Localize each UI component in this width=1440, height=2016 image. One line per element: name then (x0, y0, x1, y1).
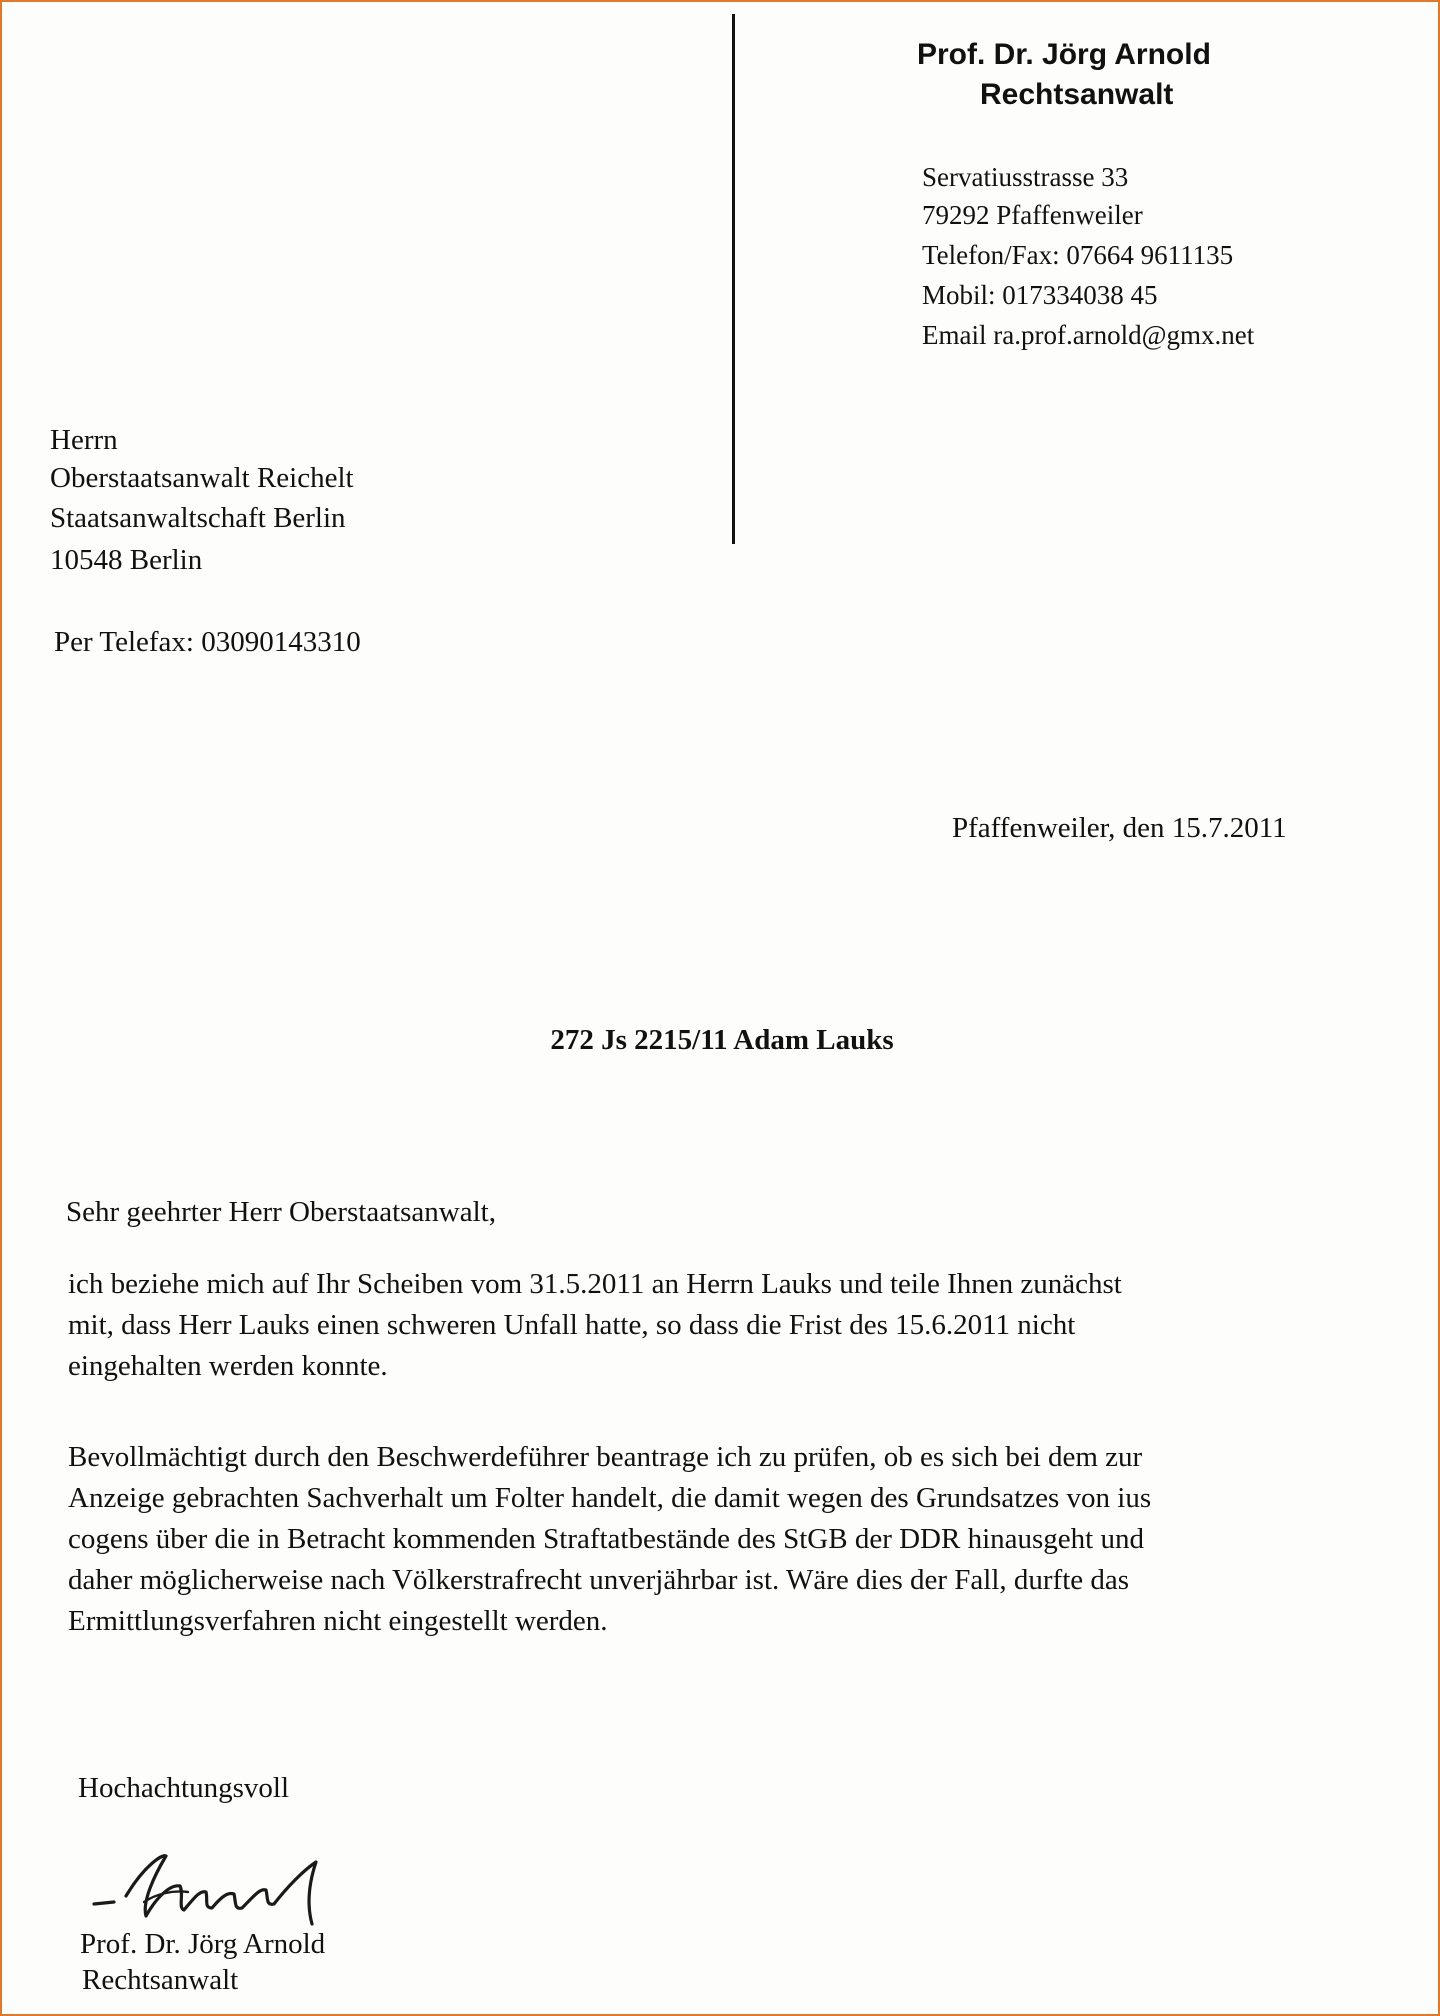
body-paragraph (68, 1437, 1408, 1642)
sender-phone-fax: Telefon/Fax: 07664 9611135 (922, 240, 1234, 270)
subject-line: 272 Js 2215/11 Adam Lauks (550, 1024, 894, 1056)
paragraph-line: Anzeige gebrachten Sachverhalt um Folter handelt, die damit wegen des Grundsatzes von ius (68, 1482, 1152, 1514)
paragraph-line: ich beziehe mich auf Ihr Scheiben vom 31.5.2011 an Herrn Lauks und teile Ihnen zunächst (68, 1268, 1122, 1300)
vertical-divider (732, 14, 735, 544)
recipient-salutation-line: Herrn (50, 424, 118, 456)
paragraph-line: Ermittlungsverfahren nicht eingestellt werden. (68, 1605, 608, 1637)
body-paragraph (68, 1264, 1408, 1387)
closing: Hochachtungsvoll (78, 1772, 290, 1804)
letterhead-title: Rechtsanwalt (980, 78, 1174, 111)
letterhead-name: Prof. Dr. Jörg Arnold (917, 38, 1211, 71)
signer-name: Prof. Dr. Jörg Arnold (80, 1928, 326, 1960)
signer-title: Rechtsanwalt (82, 1964, 239, 1996)
sender-email: Email ra.prof.arnold@gmx.net (922, 320, 1255, 350)
sender-city: 79292 Pfaffenweiler (922, 200, 1143, 230)
paragraph-line: cogens über die in Betracht kommenden Straftatbestände des StGB der DDR hinausgeht und (68, 1523, 1144, 1555)
recipient-name: Oberstaatsanwalt Reichelt (50, 462, 354, 494)
paragraph-line: eingehalten werden konnte. (68, 1350, 388, 1382)
recipient-city: 10548 Berlin (50, 544, 203, 576)
recipient-fax: Per Telefax: 03090143310 (54, 626, 361, 658)
paragraph-line: mit, dass Herr Lauks einen schweren Unfall hatte, so dass die Frist des 15.6.2011 nicht (68, 1309, 1076, 1341)
sender-street: Servatiusstrasse 33 (922, 162, 1129, 192)
paragraph-line: daher möglicherweise nach Völkerstrafrecht unverjährbar ist. Wäre dies der Fall, durfte das (68, 1564, 1130, 1596)
paragraph-line: Bevollmächtigt durch den Beschwerdeführer beantrage ich zu prüfen, ob es sich bei dem zur (68, 1441, 1143, 1473)
sender-mobile: Mobil: 017334038 45 (922, 280, 1158, 310)
date-line: Pfaffenweiler, den 15.7.2011 (952, 812, 1287, 844)
recipient-office: Staatsanwaltschaft Berlin (50, 502, 346, 534)
salutation: Sehr geehrter Herr Oberstaatsanwalt, (66, 1196, 496, 1228)
